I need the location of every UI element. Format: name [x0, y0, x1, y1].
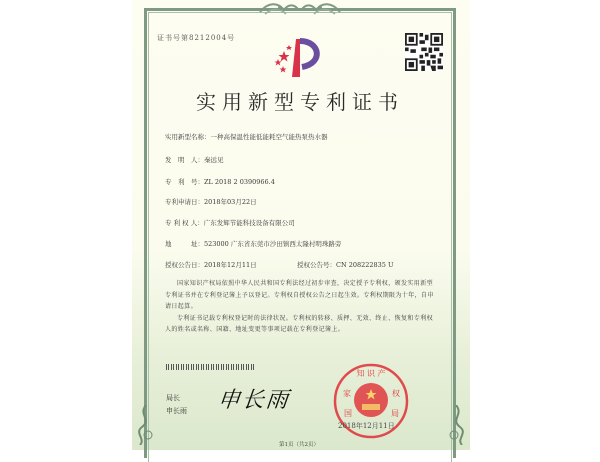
- signatory-name: 申长雨: [166, 407, 187, 415]
- svg-text:知 识 产: 知 识 产: [356, 369, 386, 378]
- corner-ornament-right-icon: [440, 405, 470, 445]
- field-label: 授权公告号：: [297, 261, 336, 269]
- top-ornament-icon: [250, 0, 350, 20]
- field-label: 地 址：: [165, 240, 204, 248]
- svg-text:国: 国: [344, 409, 352, 418]
- cnipa-logo-icon: [272, 33, 328, 79]
- field-value: CN 208222835 U: [336, 261, 394, 269]
- field-value: 广东发辉节能科技设备有限公司: [203, 219, 295, 227]
- field-value: 秦远见: [204, 156, 224, 164]
- certificate-title: 实用新型专利证书: [196, 90, 404, 114]
- field-value: 一种高保温性能低能耗空气能热泵热水器: [210, 133, 328, 141]
- certificate-number: 证书号第8212004号: [157, 34, 236, 42]
- field-inventor: [165, 155, 224, 164]
- svg-text:家: 家: [343, 389, 351, 398]
- field-value: 523000 广东省东莞市沙田镇西太隆村明珠路旁: [204, 240, 342, 248]
- certificate-body: [165, 278, 437, 336]
- page-number: 第1页（共2页）: [279, 442, 319, 448]
- field-application-date: [165, 197, 257, 206]
- field-value: 2018年03月22日: [204, 198, 257, 206]
- qr-code-icon: [405, 33, 443, 71]
- corner-ornament-left-icon: [132, 405, 162, 445]
- seal-date: 2018年12月11日: [338, 422, 395, 430]
- body-paragraph: 国家知识产权局依照中华人民共和国专利法经过初步审查，决定授予专利权，颁发实用新型专利证书并在专利登记簿上予以登记。专利权自授权公告之日起生效。专利权期限为十年，自申请日起算。: [165, 280, 434, 310]
- field-patent-number: [165, 177, 275, 186]
- field-value: ZL 2018 2 0390966.4: [204, 178, 275, 186]
- svg-text:局: 局: [391, 409, 399, 418]
- field-patentee: [165, 218, 295, 227]
- field-address: [165, 239, 341, 248]
- field-utility-model-name: [165, 132, 328, 141]
- field-grant-number: [297, 260, 394, 269]
- body-paragraph: 专利证书记载专利权登记时的法律状况。专利权的转移、质押、无效、终止、恢复和专利权人的姓名或名称、国籍、地址变更等事项记载在专利登记簿上。: [165, 314, 434, 333]
- field-label: 实用新型名称：: [165, 133, 211, 141]
- field-label: 专 利 号：: [165, 178, 204, 186]
- field-label: 专 利 权 人：: [165, 219, 204, 227]
- field-label: 发 明 人：: [165, 156, 204, 164]
- field-value: 2018年12月11日: [204, 261, 257, 269]
- field-label: 授权公告日：: [165, 261, 204, 269]
- field-label: 专利申请日：: [165, 198, 204, 206]
- signature: 申长雨: [216, 388, 292, 413]
- barcode-icon: [166, 364, 256, 370]
- signatory-title: 局长: [166, 394, 180, 402]
- field-grant-date: [165, 260, 257, 269]
- svg-text:权: 权: [392, 389, 400, 398]
